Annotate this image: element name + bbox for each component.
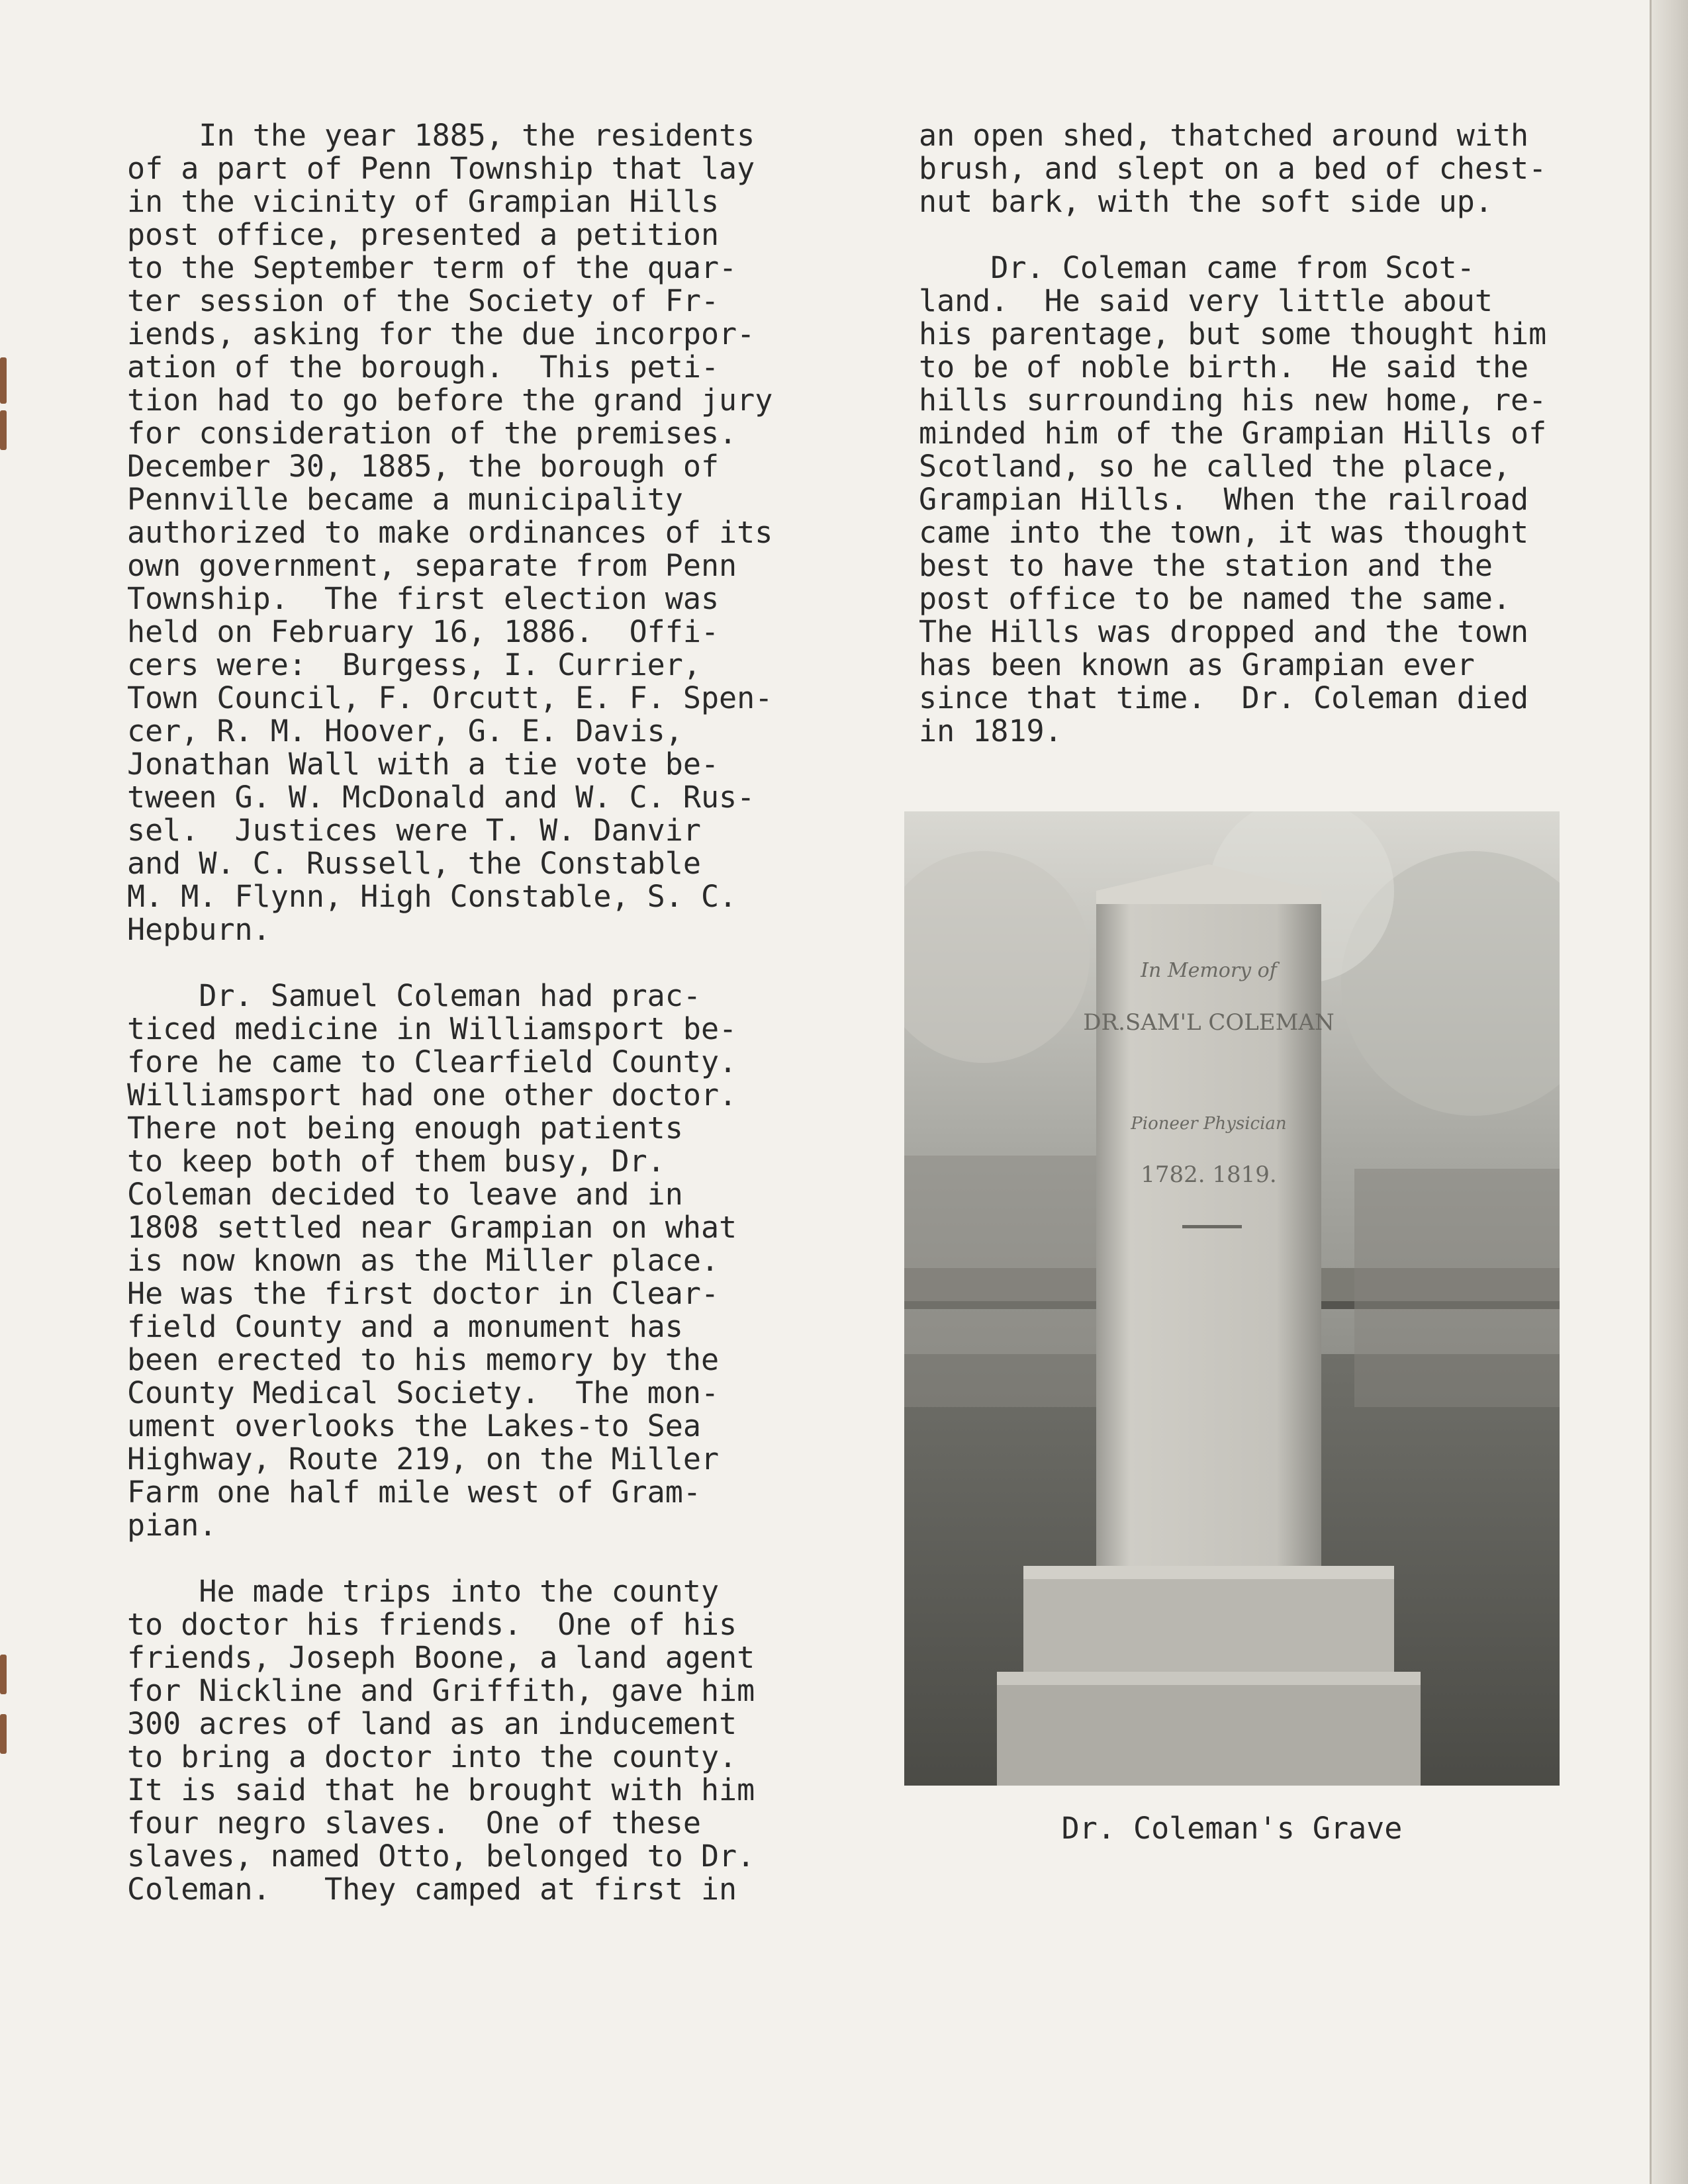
inscription-name: DR.SAM'L COLEMAN [1083,1009,1335,1036]
binding-staple-bottom [0,1655,7,1694]
paragraph-dr-coleman-practice: Dr. Samuel Coleman had prac- ticed medicine in Williamsport be- fore he came to Clearfield County. Williamsport had one other doctor. There not being enough patients to keep both of them busy, Dr. Coleman decided to leave and in 1808 settled near Grampian on what is now known as the Miller place. He was the first doctor in Clear- field County and a monument has been erected to his memory by the County Medical Society. The mon- ument overlooks the Lakes-to Sea Highway, Route 219, on the Miller Farm one half mile west of Gram- pian. [127,978,737,1543]
binding-staple-lower [0,1714,7,1754]
gravestone-illustration [904,811,1560,1786]
paragraph-borough-incorporation: In the year 1885, the residents of a part of Penn Township that lay in the vicinity of Grampian Hills post office, presented a petition to the September term of the quar- ter session of the Society of Fr- iends, asking for the due incorpor- ation of the borough. This peti- tion had to go before the grand jury for consideration of the premises. December 30, 1885, the borough of Pennville became a municipality authorized to make ordinances of its own government, separate from Penn Township. The first election was held on February 16, 1886. Offi- cers were: Burgess, I. Currier, Town Council, F. Orcutt, E. F. Spen- cer, R. M. Hoover, G. E. Davis, Jonathan Wall with a tie vote be- tween G. W. McDonald and W. C. Rus- sel. Justices were T. W. Danvir and W. C. Russell, the Constable M. M. Flynn, High Constable, S. C. Hepburn. [127,118,773,947]
grave-photograph [904,811,1560,1786]
paragraph-trips-into-county: He made trips into the county to doctor his friends. One of his friends, Joseph Boone, a land agent for Nickline and Griffith, gave him 300 acres of land as an inducement to bring a doctor into the county. It is said that he brought with him four negro slaves. One of these slaves, named Otto, belonged to Dr. Coleman. They camped at first in [127,1574,755,1907]
inscription-title: Pioneer Physician [1131,1114,1287,1134]
inscription-dates: 1782. 1819. [1141,1161,1277,1188]
photo-caption: Dr. Coleman's Grave [1061,1811,1403,1846]
paragraph-scotland-origin: Dr. Coleman came from Scot- land. He said very little about his parentage, but some thought him to be of noble birth. He said the hills surrounding his new home, re- minded him of the Grampian Hills of Scotland, so he called the place, Grampian Hills. When the railroad came into the town, it was thought best to have the station and the post office to be named the same. The Hills was dropped and the town has been known as Grampian ever since that time. Dr. Coleman died in 1819. [919,250,1547,749]
right-column [919,119,1546,748]
paragraph-open-shed: an open shed, thatched around with brush, and slept on a bed of chest- nut bark, with the soft side up. [919,118,1547,219]
inscription-memory: In Memory of [1141,959,1277,982]
binding-staple-top [0,357,7,404]
left-column [127,119,773,1906]
binding-staple-upper [0,410,7,450]
page-edge [1650,0,1688,2184]
